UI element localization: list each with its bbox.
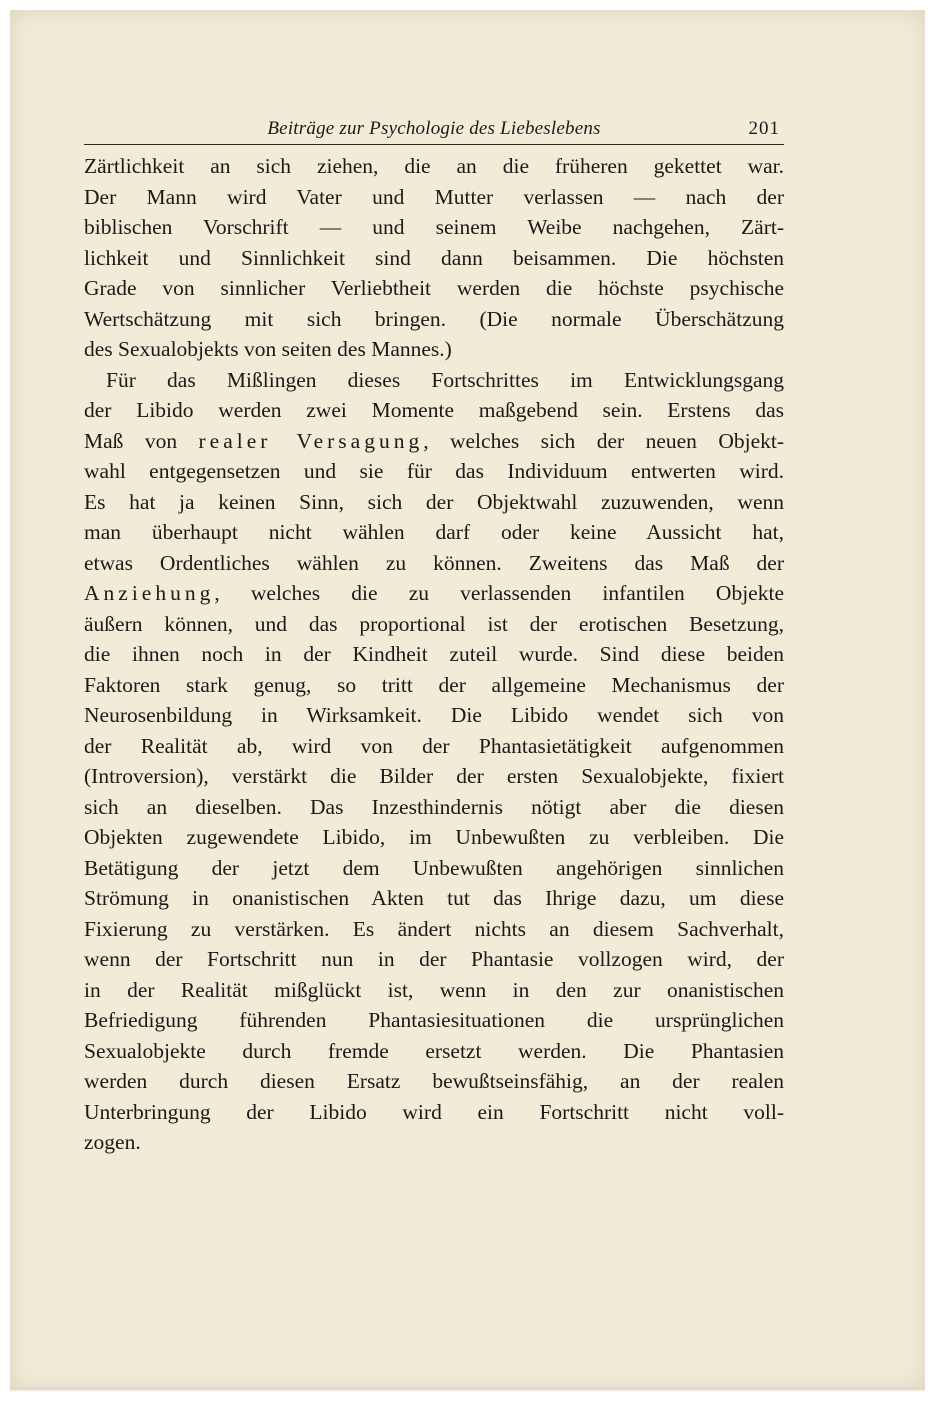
- text-line: der Libido werden zwei Momente maßgebend sein. Erstens das: [84, 398, 784, 422]
- text-segment: , welches sich der neuen Objekt-: [423, 428, 784, 453]
- paragraph-2: [84, 365, 784, 1158]
- text-segment: Maß von: [84, 428, 199, 453]
- text-line: wahl entgegensetzen und sie für das Individuum entwerten wird.: [84, 459, 784, 483]
- text-line: biblischen Vorschrift — und seinem Weibe nachgehen, Zärt-: [84, 215, 784, 239]
- text-line: Fixierung zu verstärken. Es ändert nichts an diesem Sachverhalt,: [84, 916, 784, 941]
- text-line: etwas Ordentliches wählen zu können. Zweitens das Maß der: [84, 550, 784, 575]
- text-line: werden durch diesen Ersatz bewußtseinsfähig, an der realen: [84, 1069, 784, 1093]
- text-segment: , welches die zu verlassenden infantilen Objekte: [214, 581, 784, 605]
- text-line: wenn der Fortschritt nun in der Phantasie vollzogen wird, der: [84, 947, 784, 971]
- body-text: [84, 151, 784, 1158]
- text-line: lichkeit und Sinnlichkeit sind dann beisammen. Die höchsten: [84, 245, 784, 270]
- text-line: Faktoren stark genug, so tritt der allgemeine Mechanismus der: [84, 672, 784, 697]
- text-line: Befriedigung führenden Phantasiesituationen die ursprünglichen: [84, 1008, 784, 1032]
- text-line: (Introversion), verstärkt die Bilder der ersten Sexualobjekte, fixiert: [84, 764, 784, 788]
- text-line: Betätigung der jetzt dem Unbewußten angehörigen sinnlichen: [84, 855, 784, 880]
- running-title: Beiträge zur Psychologie des Liebeslebens: [267, 118, 601, 139]
- text-line: Wertschätzung mit sich bringen. (Die normale Überschätzung: [84, 306, 784, 331]
- text-line: man überhaupt nicht wählen darf oder keine Aussicht hat,: [84, 520, 784, 544]
- running-header: [84, 112, 784, 145]
- text-line: Strömung in onanistischen Akten tut das Ihrige dazu, um diese: [84, 886, 784, 910]
- text-line: Für das Mißlingen dieses Fortschrittes im Entwicklungsgang: [106, 367, 784, 392]
- text-line: der Realität ab, wird von der Phantasietätigkeit aufgenommen: [84, 733, 784, 758]
- book-page: [84, 112, 784, 1158]
- text-line: in der Realität mißglückt ist, wenn in den zur onanistischen: [84, 977, 784, 1002]
- text-line: Neurosenbildung in Wirksamkeit. Die Libido wendet sich von: [84, 703, 784, 727]
- spaced-emphasis: realer Versagung: [198, 428, 424, 453]
- text-line-with-emphasis: [84, 578, 784, 609]
- text-line: Unterbringung der Libido wird ein Fortschritt nicht voll-: [84, 1099, 784, 1124]
- paragraph-1: [84, 151, 784, 365]
- text-line: zogen.: [84, 1130, 141, 1154]
- text-line: äußern können, und das proportional ist der erotischen Besetzung,: [84, 611, 784, 636]
- text-line: Grade von sinnlicher Verliebtheit werden die höchste psychische: [84, 276, 784, 300]
- text-line: sich an dieselben. Das Inzesthindernis nötigt aber die diesen: [84, 794, 784, 819]
- text-line: Der Mann wird Vater und Mutter verlassen — nach der: [84, 184, 784, 209]
- text-line: Zärtlichkeit an sich ziehen, die an die früheren gekettet war.: [84, 154, 784, 178]
- text-line: Es hat ja keinen Sinn, sich der Objektwahl zuzuwenden, wenn: [84, 489, 784, 514]
- text-line: Sexualobjekte durch fremde ersetzt werden. Die Phantasien: [84, 1038, 784, 1063]
- spaced-emphasis: Anziehung: [84, 581, 215, 605]
- page-number: 201: [748, 118, 780, 139]
- text-line: Objekten zugewendete Libido, im Unbewußten zu verbleiben. Die: [84, 825, 784, 849]
- text-line-with-emphasis: [84, 426, 784, 457]
- text-line: des Sexualobjekts von seiten des Mannes.): [84, 337, 452, 361]
- text-line: die ihnen noch in der Kindheit zuteil wurde. Sind diese beiden: [84, 642, 784, 666]
- page-edge-shadow: [10, 1388, 925, 1392]
